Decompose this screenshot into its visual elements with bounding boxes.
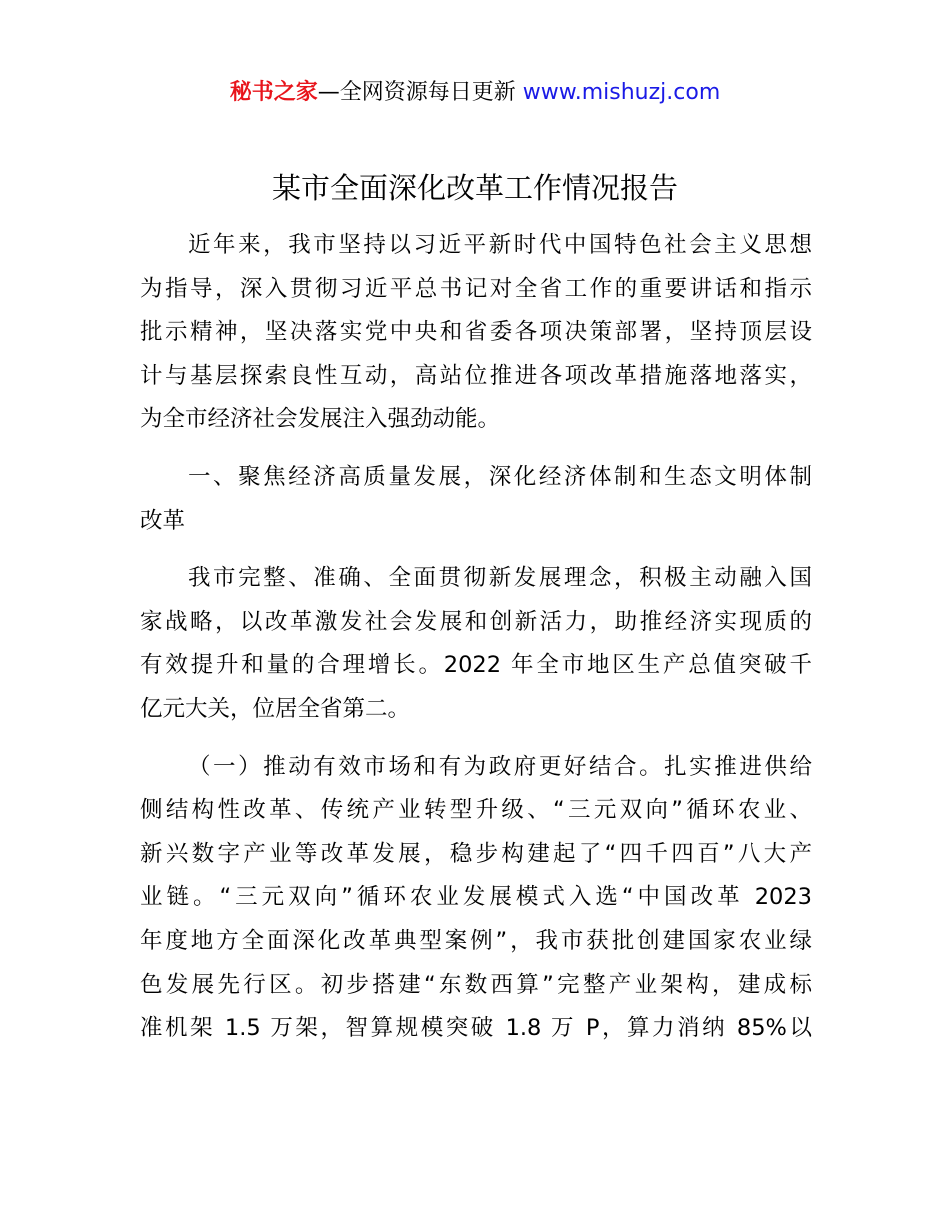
text-line: 色发展先行区。初步搭建“东数西算”完整产业架构，建成标 [140, 971, 812, 998]
text-line: 侧结构性改革、传统产业转型升级、“三元双向”循环农业、 [140, 797, 812, 824]
text-line: 为全市经济社会发展注入强劲动能。 [140, 406, 501, 433]
text-line: 家战略，以改革激发社会发展和创新活力，助推经济实现质的 [140, 608, 812, 635]
text-line: 有效提升和量的合理增长。2022 年全市地区生产总值突破千 [140, 652, 812, 679]
paragraph-subsection-1 [140, 746, 812, 1051]
text-line: 业链。“三元双向”循环农业发展模式入选“中国改革 2023 [140, 884, 812, 911]
text-line: 为指导，深入贯彻习近平总书记对全省工作的重要讲话和指示 [140, 275, 812, 302]
site-header [0, 76, 950, 110]
paragraph-intro [140, 224, 812, 442]
site-url-link[interactable]: www.mishuzj.com [522, 80, 721, 105]
text-line: 新兴数字产业等改革发展，稳步构建起了“四千四百”八大产 [140, 840, 812, 867]
text-line: 近年来，我市坚持以习近平新时代中国特色社会主义思想 [188, 232, 812, 258]
text-line: 亿元大关，位居全省第二。 [140, 695, 411, 722]
text-line: 改革 [140, 507, 186, 534]
document-body [140, 224, 812, 1065]
paragraph-section-1 [140, 557, 812, 731]
section-heading-1 [140, 456, 812, 543]
header-tagline: —全网资源每日更新 [317, 80, 516, 105]
text-line: 年度地方全面深化改革典型案例”，我市获批创建国家农业绿 [140, 927, 812, 954]
text-line: （一）推动有效市场和有为政府更好结合。扎实推进供给 [188, 753, 812, 780]
text-line: 一、聚焦经济高质量发展，深化经济体制和生态文明体制 [188, 463, 812, 490]
document-title: 某市全面深化改革工作情况报告 [271, 171, 678, 205]
brand-name: 秘书之家 [229, 80, 318, 105]
text-line: 准机架 1.5 万架，智算规模突破 1.8 万 P，算力消纳 85%以 [140, 1015, 812, 1042]
text-line: 批示精神，坚决落实党中央和省委各项决策部署，坚持顶层设 [140, 319, 812, 346]
text-line: 计与基层探索良性互动，高站位推进各项改革措施落地落实， [140, 362, 812, 389]
text-line: 我市完整、准确、全面贯彻新发展理念，积极主动融入国 [188, 565, 812, 592]
